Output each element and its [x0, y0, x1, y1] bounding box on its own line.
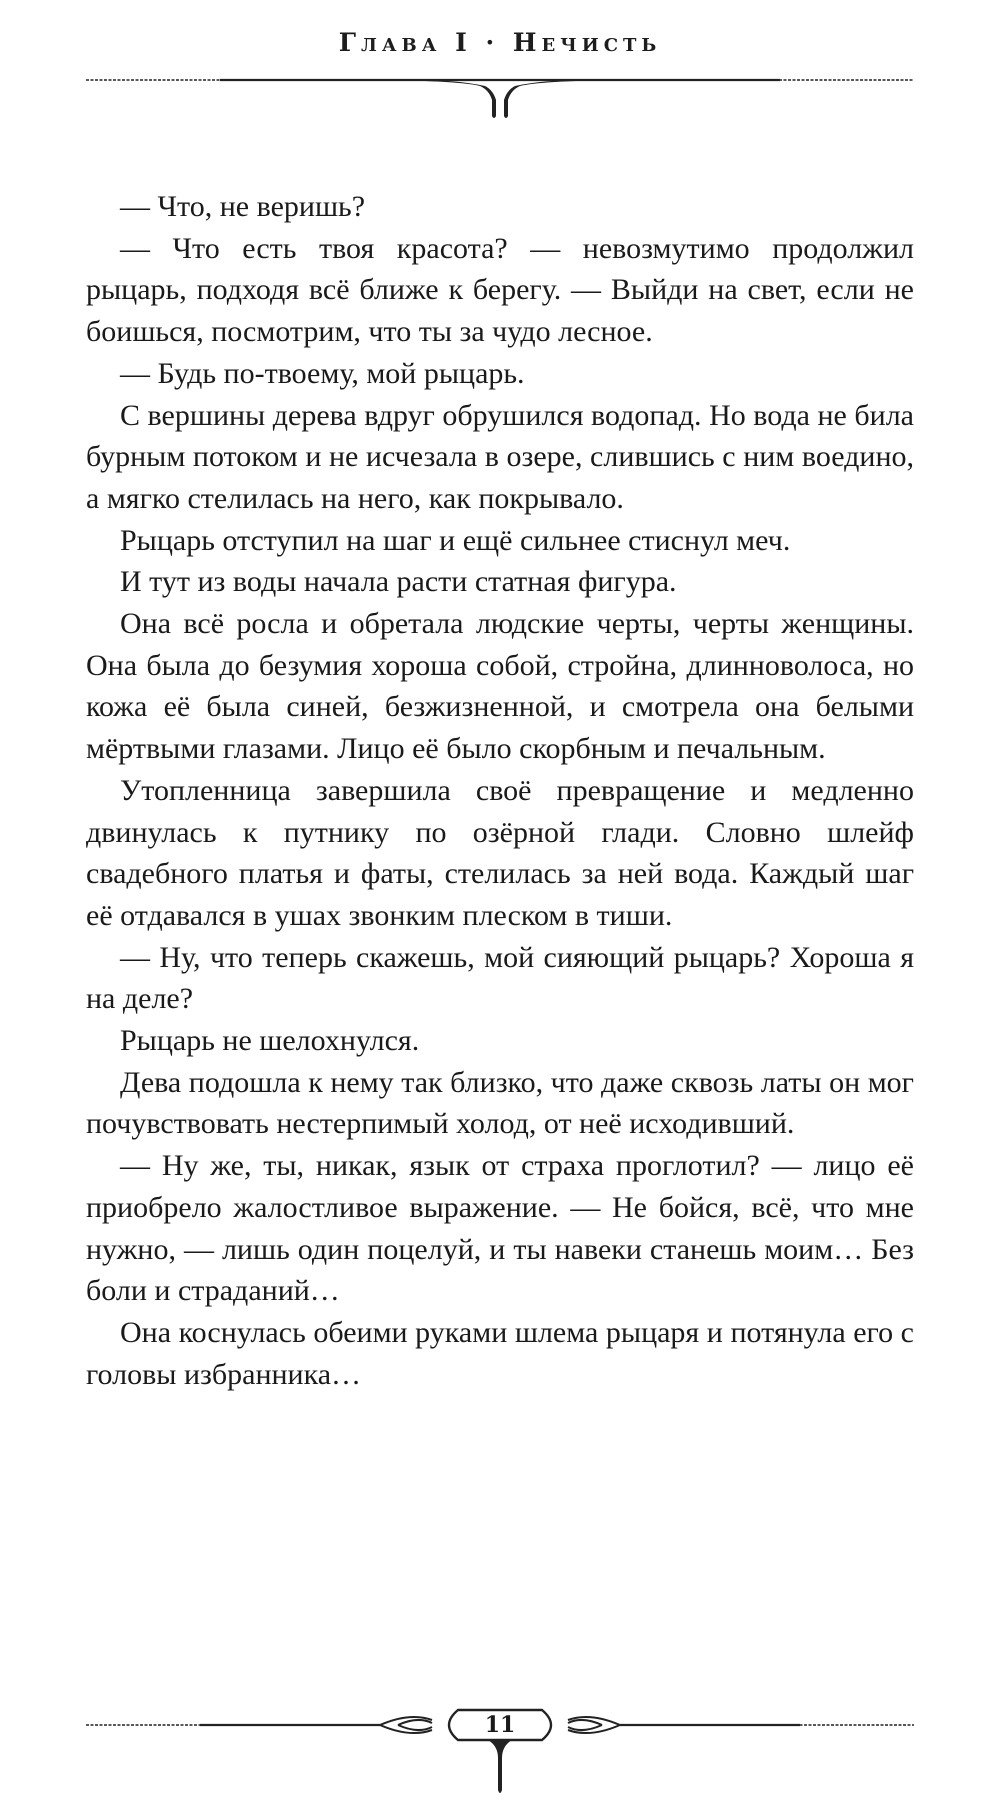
paragraph: Утопленница завершила своё превращение и медленно двинулась к путнику по озёрной глади. Словно шлейф свадебного платья и фаты, стелилась за ней вода. Каждый шаг её отдавался в ушах звонким плеском в тиши. [86, 773, 914, 932]
running-head: Глава I · Нечисть [338, 28, 662, 57]
chapter-body-text [86, 186, 914, 1395]
paragraph: Она всё росла и обретала людские черты, черты женщины. Она была до безумия хороша собой, стройна, длинноволоса, но кожа её была синей, безжизненной, и смотрела она белыми мёртвыми глазами. Лицо её было скорбным и печальным. [86, 607, 914, 766]
footer-drop-ornament [488, 1740, 512, 1793]
paragraph: Рыцарь не шелохнулся. [120, 1024, 420, 1058]
paragraph: — Ну же, ты, никак, язык от страха проглотил? — лицо её приобрело жалостливое выражение. — Не бойся, всё, что мне нужно, — лишь один поцелуй, и ты навеки станешь моим… Без боли и страданий… [86, 1149, 914, 1308]
paragraph: И тут из воды начала расти статная фигура. [120, 565, 677, 599]
paragraph: — Ну, что теперь скажешь, мой сияющий рыцарь? Хороша я на деле? [86, 940, 914, 1016]
header-drop-ornament [380, 80, 620, 118]
paragraph: — Что есть твоя красота? — невозмутимо продолжил рыцарь, подходя всё ближе к берегу. — Выйди на свет, если не боишься, посмотрим, что ты за чудо лесное. [86, 231, 914, 349]
paragraph: — Что, не веришь? [120, 190, 366, 223]
paragraph: Дева подошла к нему так близко, что даже сквозь латы он мог почувствовать нестерпимый холод, от неё исходивший. [86, 1065, 914, 1141]
paragraph: С вершины дерева вдруг обрушился водопад. Но вода не била бурным потоком и не исчезала в озере, слившись с ним воедино, а мягко стелилась на него, как покрывало. [86, 398, 914, 515]
paragraph: — Будь по-твоему, мой рыцарь. [120, 356, 525, 390]
page-number: 11 [484, 1712, 516, 1738]
header-ornament-rule [80, 70, 920, 120]
paragraph: Она коснулась обеими руками шлема рыцаря и потянула его с головы избранника… [86, 1315, 914, 1391]
paragraph: Рыцарь отступил на шаг и ещё сильнее стиснул меч. [120, 523, 791, 557]
footer-flourish-left [380, 1717, 432, 1733]
footer-flourish-right [568, 1717, 620, 1733]
